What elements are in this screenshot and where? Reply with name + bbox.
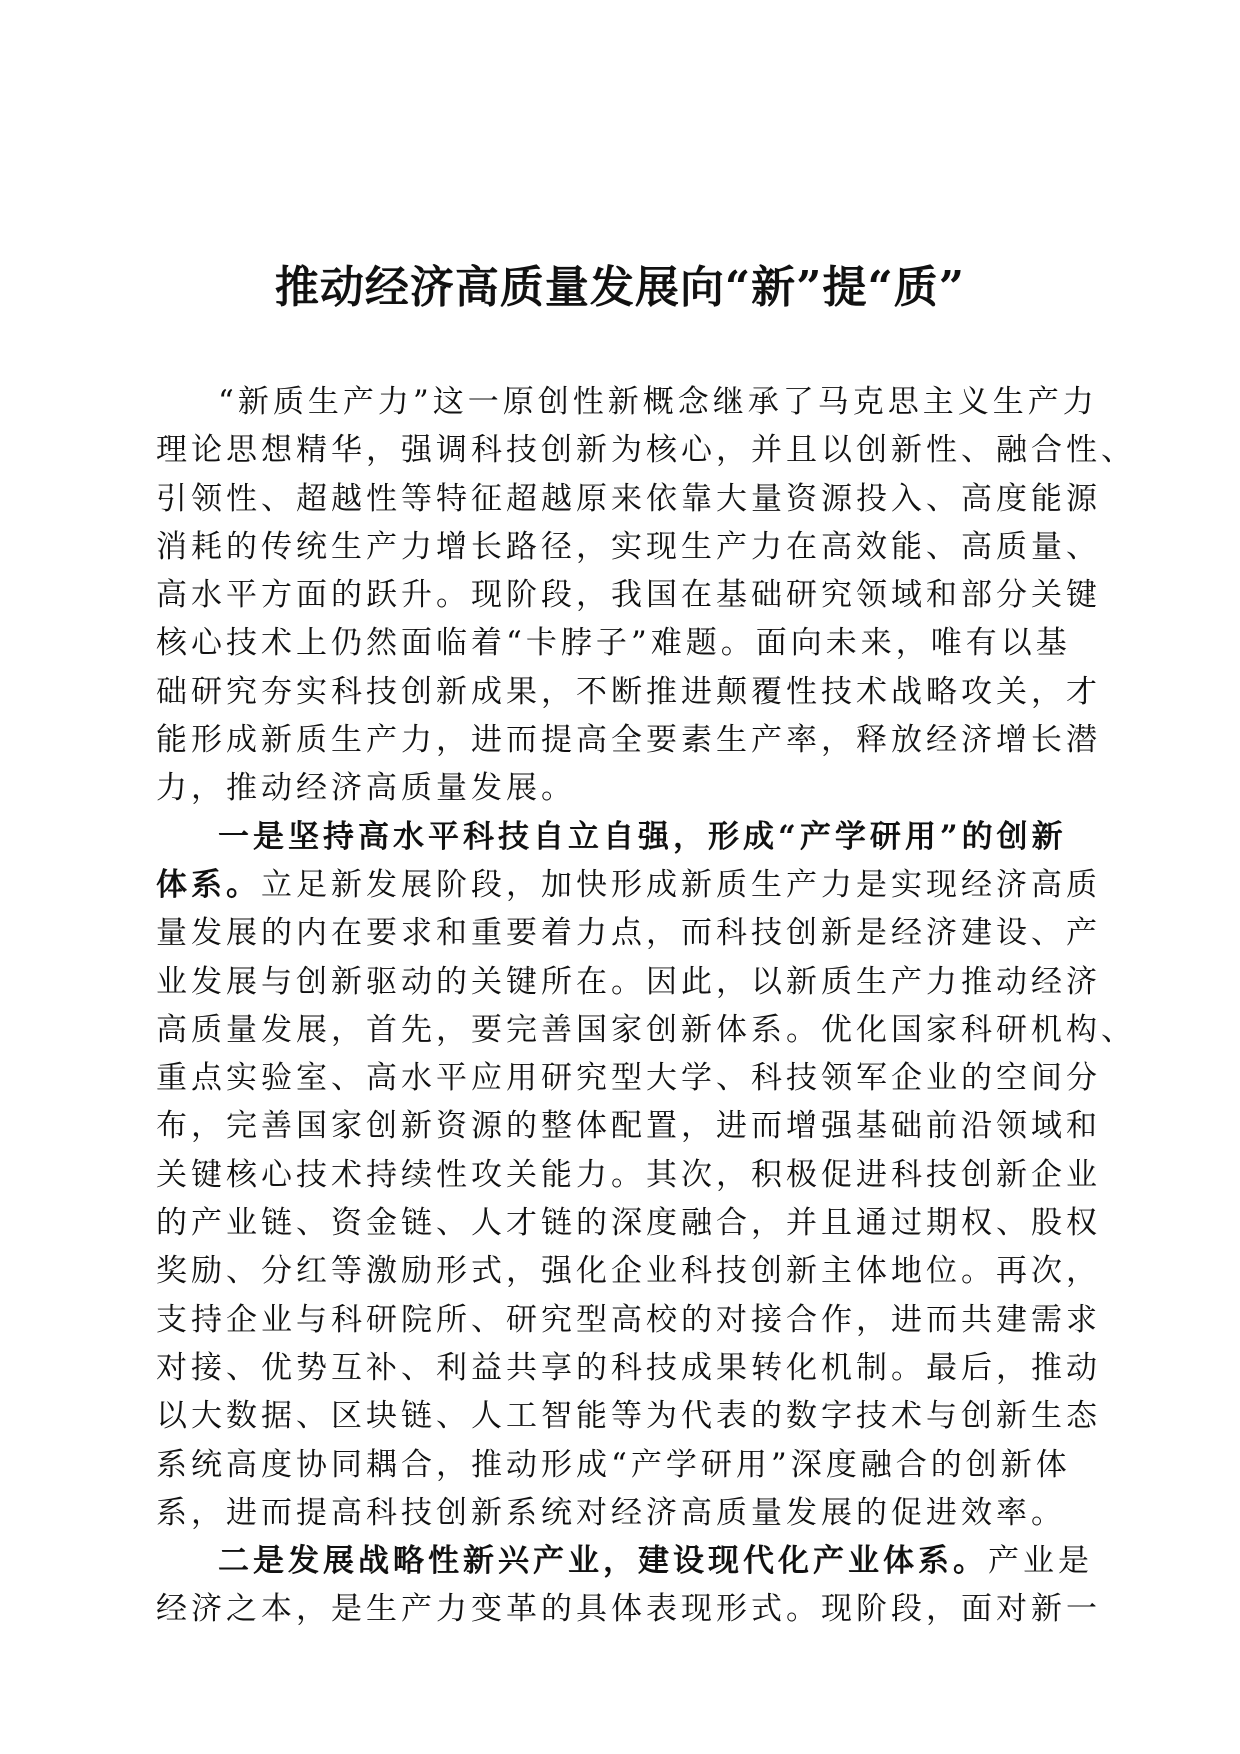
text-line (156, 619, 1086, 667)
body-text-segment: 能形成新质生产力，进而提高全要素生产率，释放经济增长潜 (156, 722, 1101, 759)
text-line (156, 1537, 1093, 1585)
body-text-segment: 核心技术上仍然面临着“卡脖子”难题。面向未来，唯有以基 (156, 625, 1071, 662)
text-line (156, 1102, 1101, 1150)
text-line (156, 764, 1086, 812)
bold-heading-text: 体系。 (156, 866, 261, 903)
body-text-segment: 力，推动经济高质量发展。 (156, 770, 576, 807)
document-body (156, 378, 1136, 1634)
body-text-segment: “新质生产力”这一原创性新概念继承了马克思主义生产力 (218, 384, 1098, 420)
bold-heading-text: 一是坚持高水平科技自立自强，形成“产学研用”的创新 (218, 818, 1067, 855)
body-text-segment: 关键核心技术持续性攻关能力。其次，积极促进科技创新企业 (156, 1156, 1101, 1193)
text-line (156, 1054, 1101, 1102)
text-line (156, 1441, 1086, 1489)
body-text-segment: 重点实验室、高水平应用研究型大学、科技领军企业的空间分 (156, 1060, 1101, 1097)
body-text-segment: 产业是 (988, 1543, 1093, 1580)
body-text-segment: 奖励、分红等激励形式，强化企业科技创新主体地位。再次， (156, 1253, 1101, 1290)
body-text-segment: 以大数据、区块链、人工智能等为代表的数字技术与创新生态 (156, 1398, 1101, 1435)
text-line (156, 716, 1101, 764)
document-title: 推动经济高质量发展向“新”提“质” (274, 262, 966, 313)
body-text-segment: 量发展的内在要求和重要着力点，而科技创新是经济建设、产 (156, 915, 1101, 952)
body-text-segment: 引领性、超越性等特征超越原来依靠大量资源投入、高度能源 (156, 480, 1101, 517)
text-line (156, 1296, 1101, 1344)
text-line (156, 378, 1098, 426)
text-line (156, 475, 1101, 523)
text-line (156, 523, 1101, 571)
text-line (156, 668, 1101, 716)
body-text-segment: 消耗的传统生产力增长路径，实现生产力在高效能、高质量、 (156, 528, 1101, 565)
text-line (156, 1344, 1101, 1392)
text-line (156, 861, 1101, 909)
text-line (156, 1585, 1101, 1633)
text-line (156, 1489, 1086, 1537)
body-text-segment: 理论思想精华，强调科技创新为核心，并且以创新性、融合性、 (156, 432, 1136, 469)
body-text-segment: 系，进而提高科技创新系统对经济高质量发展的促进效率。 (156, 1494, 1066, 1531)
text-line (156, 909, 1101, 957)
body-text-segment: 业发展与创新驱动的关键所在。因此，以新质生产力推动经济 (156, 963, 1101, 1000)
text-line (156, 426, 1136, 474)
text-line (156, 1392, 1101, 1440)
body-text-segment: 对接、优势互补、利益共享的科技成果转化机制。最后，推动 (156, 1349, 1101, 1386)
text-line (156, 813, 1086, 861)
text-line (156, 571, 1101, 619)
body-text-segment: 高质量发展，首先，要完善国家创新体系。优化国家科研机构、 (156, 1011, 1136, 1048)
body-text-segment: 系统高度协同耦合，推动形成“产学研用”深度融合的创新体 (156, 1446, 1071, 1483)
body-text-segment: 布，完善国家创新资源的整体配置，进而增强基础前沿领域和 (156, 1108, 1101, 1145)
text-line (156, 1006, 1136, 1054)
text-line (156, 958, 1101, 1006)
body-text-segment: 立足新发展阶段，加快形成新质生产力是实现经济高质 (261, 866, 1101, 903)
body-text-segment: 支持企业与科研院所、研究型高校的对接合作，进而共建需求 (156, 1301, 1101, 1338)
body-text-segment: 的产业链、资金链、人才链的深度融合，并且通过期权、股权 (156, 1205, 1101, 1242)
body-text-segment: 础研究夯实科技创新成果，不断推进颠覆性技术战略攻关，才 (156, 673, 1101, 710)
text-line (156, 1199, 1101, 1247)
bold-heading-text: 二是发展战略性新兴产业，建设现代化产业体系。 (218, 1543, 988, 1580)
body-text-segment: 高水平方面的跃升。现阶段，我国在基础研究领域和部分关键 (156, 577, 1101, 614)
text-line (156, 1151, 1101, 1199)
text-line (156, 1247, 1101, 1295)
body-text-segment: 经济之本，是生产力变革的具体表现形式。现阶段，面对新一 (156, 1591, 1101, 1628)
